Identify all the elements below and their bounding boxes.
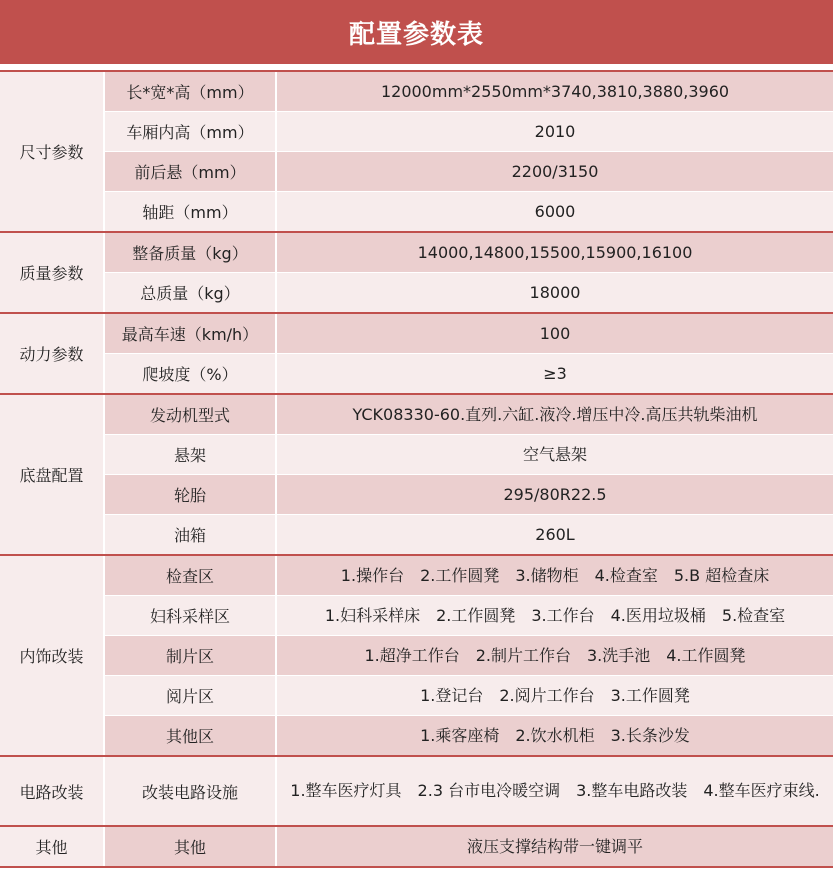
table-row	[105, 354, 833, 393]
spec-table	[0, 70, 833, 868]
group-size	[0, 72, 833, 233]
row-value: 6000	[277, 192, 833, 231]
row-label: 整备质量（kg）	[105, 233, 277, 272]
row-label: 其他区	[105, 716, 277, 755]
row-label: 检查区	[105, 556, 277, 595]
table-row	[105, 72, 833, 112]
category-cell: 质量参数	[0, 233, 105, 312]
row-label: 长*宽*高（mm）	[105, 72, 277, 111]
row-label: 妇科采样区	[105, 596, 277, 635]
table-row	[105, 556, 833, 596]
group-chassis	[0, 395, 833, 556]
table-row	[105, 757, 833, 825]
category-cell: 动力参数	[0, 314, 105, 393]
table-row	[105, 676, 833, 716]
row-value: 295/80R22.5	[277, 475, 833, 514]
row-value: 14000,14800,15500,15900,16100	[277, 233, 833, 272]
category-cell: 尺寸参数	[0, 72, 105, 231]
row-label: 前后悬（mm）	[105, 152, 277, 191]
table-row	[105, 152, 833, 192]
category-cell: 底盘配置	[0, 395, 105, 554]
row-value: 空气悬架	[277, 435, 833, 474]
row-value: 100	[277, 314, 833, 353]
category-cell: 内饰改装	[0, 556, 105, 755]
table-row	[105, 596, 833, 636]
group-mass	[0, 233, 833, 314]
table-title-bar	[0, 0, 833, 64]
row-value: 1.妇科采样床 2.工作圆凳 3.工作台 4.医用垃圾桶 5.检查室	[277, 596, 833, 635]
row-label: 总质量（kg）	[105, 273, 277, 312]
group-electrical	[0, 757, 833, 827]
table-row	[105, 515, 833, 554]
group-power	[0, 314, 833, 395]
row-label: 最高车速（km/h）	[105, 314, 277, 353]
row-value: ≥3	[277, 354, 833, 393]
row-value: 液压支撑结构带一键调平	[277, 827, 833, 866]
group-interior	[0, 556, 833, 757]
category-cell: 电路改装	[0, 757, 105, 825]
table-row	[105, 192, 833, 231]
table-row	[105, 112, 833, 152]
table-row	[105, 233, 833, 273]
table-row	[105, 636, 833, 676]
table-row	[105, 716, 833, 755]
row-label: 轮胎	[105, 475, 277, 514]
table-row	[105, 435, 833, 475]
row-label: 其他	[105, 827, 277, 866]
row-value: 1.超净工作台 2.制片工作台 3.洗手池 4.工作圆凳	[277, 636, 833, 675]
row-value: 1.乘客座椅 2.饮水机柜 3.长条沙发	[277, 716, 833, 755]
row-label: 悬架	[105, 435, 277, 474]
row-label: 轴距（mm）	[105, 192, 277, 231]
row-value: YCK08330-60.直列.六缸.液冷.增压中冷.高压共轨柴油机	[277, 395, 833, 434]
table-title: 配置参数表	[348, 19, 484, 50]
row-value: 1.整车医疗灯具 2.3 台市电冷暖空调 3.整车电路改装 4.整车医疗束线.	[277, 757, 833, 825]
row-label: 改装电路设施	[105, 757, 277, 825]
row-value: 260L	[277, 515, 833, 554]
row-value: 2200/3150	[277, 152, 833, 191]
row-label: 油箱	[105, 515, 277, 554]
row-label: 发动机型式	[105, 395, 277, 434]
row-value: 12000mm*2550mm*3740,3810,3880,3960	[277, 72, 833, 111]
row-label: 爬坡度（%）	[105, 354, 277, 393]
row-value: 2010	[277, 112, 833, 151]
row-value: 1.操作台 2.工作圆凳 3.储物柜 4.检查室 5.B 超检查床	[277, 556, 833, 595]
row-label: 车厢内高（mm）	[105, 112, 277, 151]
group-other	[0, 827, 833, 868]
table-row	[105, 827, 833, 866]
table-row	[105, 475, 833, 515]
row-label: 阅片区	[105, 676, 277, 715]
row-value: 18000	[277, 273, 833, 312]
row-label: 制片区	[105, 636, 277, 675]
category-cell: 其他	[0, 827, 105, 866]
table-row	[105, 314, 833, 354]
row-value: 1.登记台 2.阅片工作台 3.工作圆凳	[277, 676, 833, 715]
table-row	[105, 273, 833, 312]
table-row	[105, 395, 833, 435]
